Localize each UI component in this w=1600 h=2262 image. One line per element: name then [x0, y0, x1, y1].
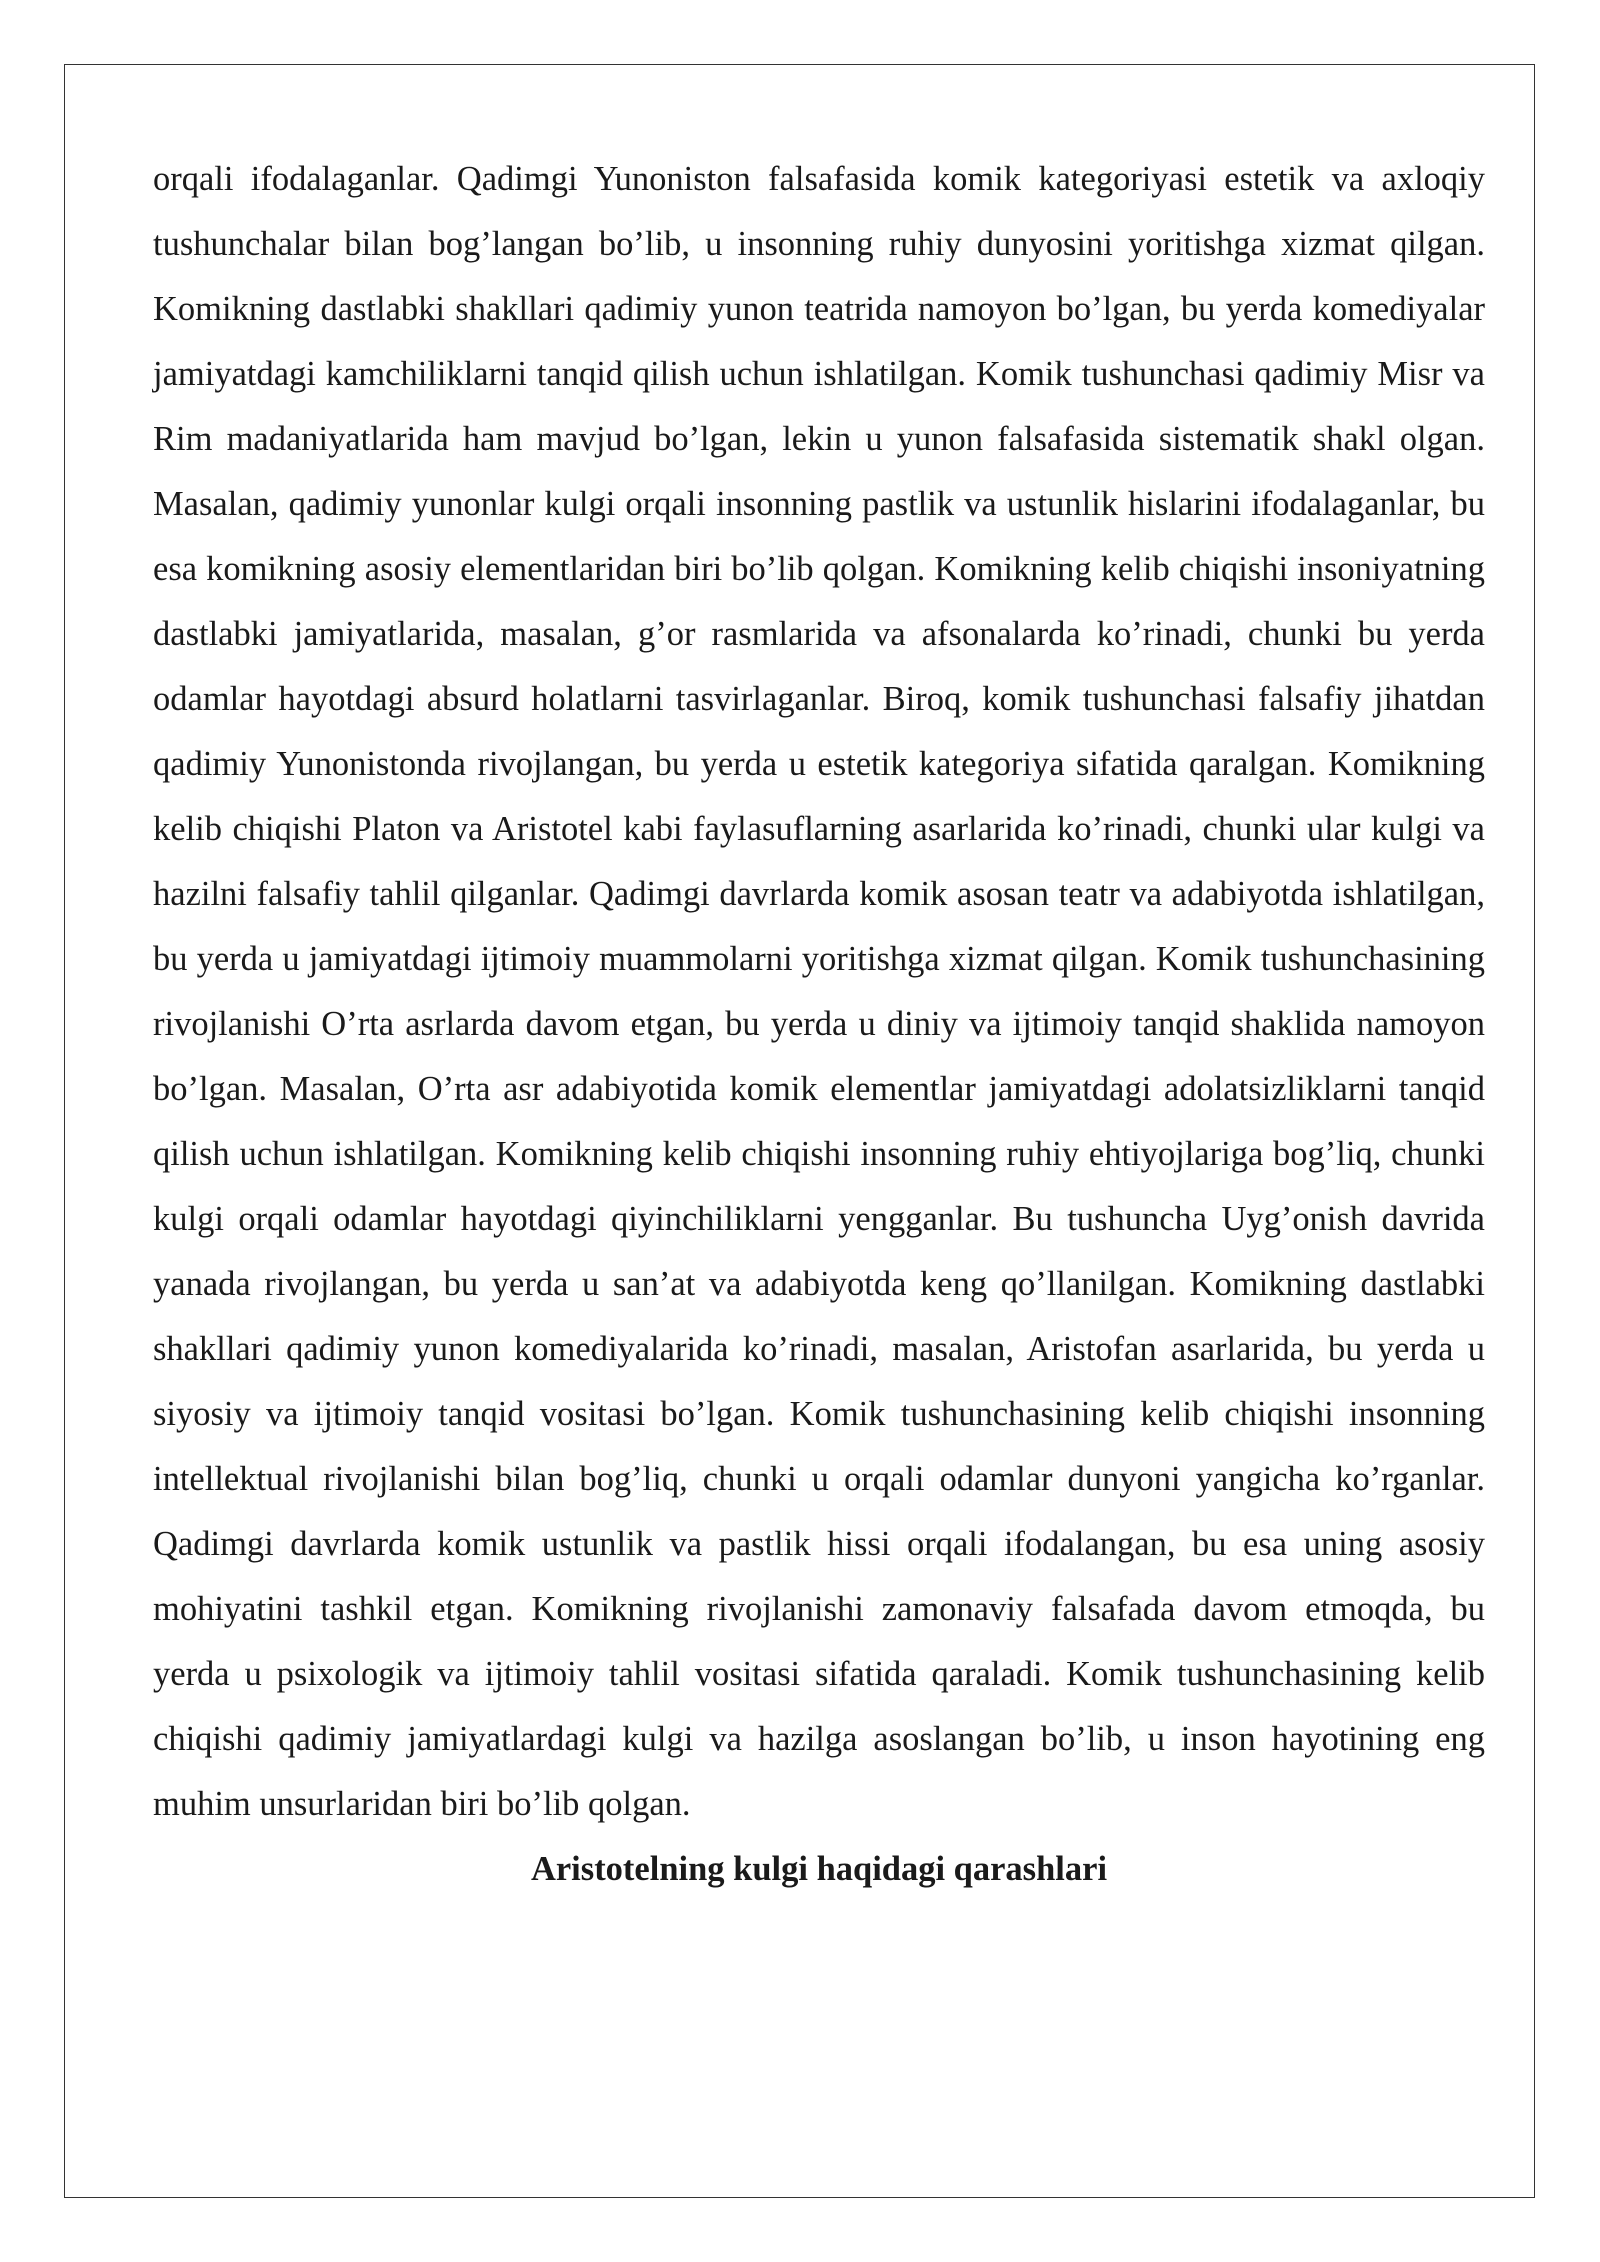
page-content [153, 147, 1485, 1902]
section-heading: Aristotelning kulgi haqidagi qarashlari [530, 1850, 1108, 1888]
body-paragraph: orqali ifodalaganlar. Qadimgi Yunoniston falsafasida komik kategoriyasi estetik va axloqiy tushunchalar bilan bog’langan bo’lib, u insonning ruhiy dunyosini yoritishga xizmat qilgan. Komikning dastlabki shakllari qadimiy yunon teatrida namoyon bo’lgan, bu yerda komediyalar jamiyatdagi kamchiliklarni tanqid qilish uchun ishlatilgan. Komik tushunchasi qadimiy Misr va Rim madaniyatlarida ham mavjud bo’lgan, lekin u yunon falsafasida sistematik shakl olgan. Masalan, qadimiy yunonlar kulgi orqali insonning pastlik va ustunlik hislarini ifodalaganlar, bu esa komikning asosiy elementlaridan biri bo’lib qolgan. Komikning kelib chiqishi insoniyatning dastlabki jamiyatlarida, masalan, g’or rasmlarida va afsonalarda ko’rinadi, chunki bu yerda odamlar hayotdagi absurd holatlarni tasvirlaganlar. Biroq, komik tushunchasi falsafiy jihatdan qadimiy Yunonistonda rivojlangan, bu yerda u estetik kategoriya sifatida qaralgan. Komikning kelib chiqishi Platon va Aristotel kabi faylasuflarning asarlarida ko’rinadi, chunki ular kulgi va hazilni falsafiy tahlil qilganlar. Qadimgi davrlarda komik asosan teatr va adabiyotda ishlatilgan, bu yerda u jamiyatdagi ijtimoiy muammolarni yoritishga xizmat qilgan. Komik tushunchasining rivojlanishi O’rta asrlarda davom etgan, bu yerda u diniy va ijtimoiy tanqid shaklida namoyon bo’lgan. Masalan, O’rta asr adabiyotida komik elementlar jamiyatdagi adolatsizliklarni tanqid qilish uchun ishlatilgan. Komikning kelib chiqishi insonning ruhiy ehtiyojlariga bog’liq, chunki kulgi orqali odamlar hayotdagi qiyinchiliklarni yengganlar. Bu tushuncha Uyg’onish davrida yanada rivojlangan, bu yerda u san’at va adabiyotda keng qo’llanilgan. Komikning dastlabki shakllari qadimiy yunon komediyalarida ko’rinadi, masalan, Aristofan asarlarida, bu yerda u siyosiy va ijtimoiy tanqid vositasi bo’lgan. Komik tushunchasining kelib chiqishi insonning intellektual rivojlanishi bilan bog’liq, chunki u orqali odamlar dunyoni yangicha ko’rganlar. Qadimgi davrlarda komik ustunlik va pastlik hissi orqali ifodalangan, bu esa uning asosiy mohiyatini tashkil etgan. Komikning rivojlanishi zamonaviy falsafada davom etmoqda, bu yerda u psixologik va ijtimoiy tahlil vositasi sifatida qaraladi. Komik tushunchasining kelib chiqishi qadimiy jamiyatlardagi kulgi va hazilga asoslangan bo’lib, u inson hayotining eng muhim unsurlaridan biri bo’lib qolgan. [153, 160, 1485, 1823]
